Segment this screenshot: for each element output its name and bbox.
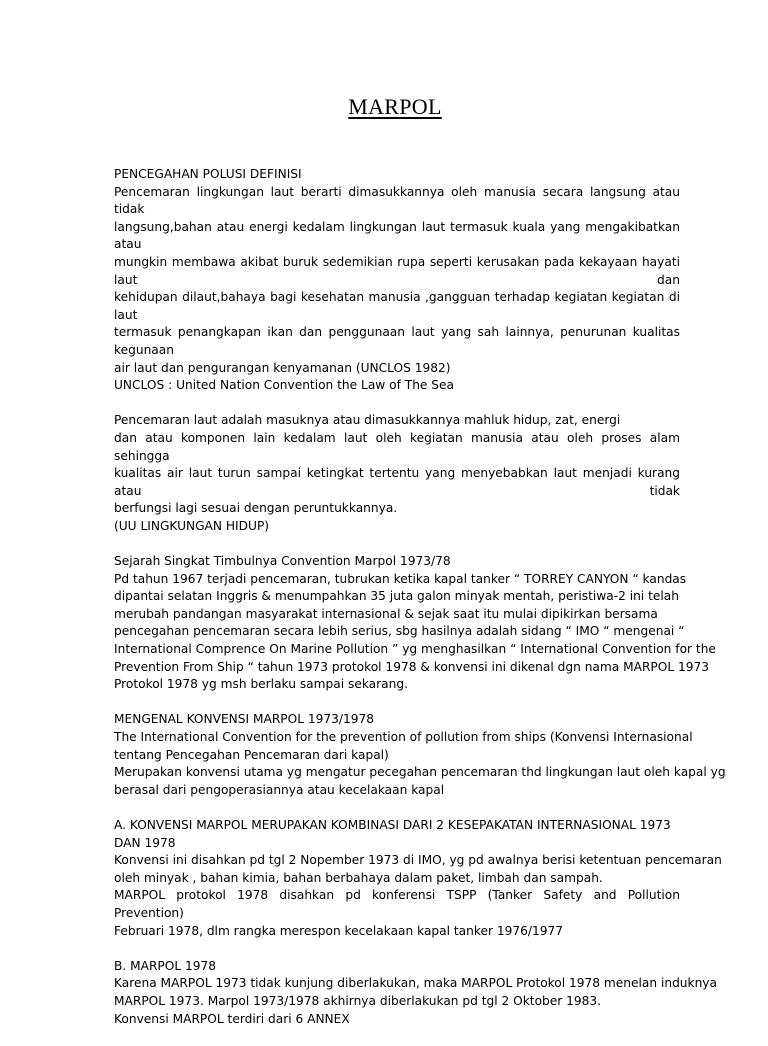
text-line: MENGENAL KONVENSI MARPOL 1973/1978 (114, 712, 375, 727)
text-line: Konvensi MARPOL terdiri dari 6 ANNEX (114, 1011, 350, 1026)
text-line: Pencemaran laut adalah masuknya atau dimasukkannya mahluk hidup, zat, energi (114, 413, 621, 428)
text-line: Prevention From Ship “ tahun 1973 protokol 1978 & konvensi ini dikenal dgn nama MARPOL 1973 (114, 659, 710, 674)
text-line: UNCLOS : United Nation Convention the Law of The Sea (114, 378, 454, 393)
text-line: Pencemaran lingkungan laut berarti dimasukkannya oleh manusia secara langsung atau tidak (114, 184, 680, 217)
text-line: Pd tahun 1967 terjadi pencemaran, tubrukan ketika kapal tanker “ TORREY CANYON “ kandas (114, 571, 687, 586)
text-line: termasuk penangkapan ikan dan penggunaan laut yang sah lainnya, penurunan kualitas kegunaan (114, 325, 680, 357)
text-line: pencegahan pencemaran secara lebih serius, sbg hasilnya adalah sidang “ IMO “ mengenai “ (114, 624, 685, 639)
paragraph (114, 166, 680, 395)
text-line: MARPOL 1973. Marpol 1973/1978 akhirnya diberlakukan pd tgl 2 Oktober 1983. (114, 993, 602, 1008)
paragraph (114, 817, 722, 940)
text-line: PENCEGAHAN POLUSI DEFINISI (114, 167, 302, 181)
text-line: Protokol 1978 yg msh berlaku sampai sekarang. (114, 677, 408, 692)
text-line: Konvensi ini disahkan pd tgl 2 Nopember 1973 di IMO, yg pd awalnya berisi ketentuan pencemaran (114, 853, 722, 868)
paragraph (114, 958, 717, 1028)
text-line: dipantai selatan Inggris & menumpahkan 35 juta galon minyak mentah, peristiwa-2 ini telah (114, 589, 679, 604)
text-line: dan atau komponen lain kedalam laut oleh kegiatan manusia atau oleh proses alam sehingga (114, 430, 680, 463)
text-line: Februari 1978, dlm rangka merespon kecelakaan kapal tanker 1976/1977 (114, 923, 564, 938)
document-body (114, 166, 726, 1046)
text-line: The International Convention for the prevention of pollution from ships (Konvensi Internasional (114, 730, 693, 744)
text-line: (UU LINGKUNGAN HIDUP) (114, 518, 270, 533)
text-line: Sejarah Singkat Timbulnya Convention Marpol 1973/78 (114, 554, 451, 569)
text-line: oleh minyak , bahan kimia, bahan berbahaya dalam paket, limbah dan sampah. (114, 870, 603, 885)
text-line: B. MARPOL 1978 (114, 958, 217, 973)
text-line: MARPOL protokol 1978 disahkan pd konferensi TSPP (Tanker Safety and Pollution Prevention) (114, 888, 680, 920)
text-line: DAN 1978 (114, 835, 176, 850)
text-line: langsung,bahan atau energi kedalam lingkungan laut termasuk kuala yang mengakibatkan atau (114, 219, 680, 252)
text-line: berfungsi lagi sesuai dengan peruntukkannya. (114, 501, 398, 516)
text-line: International Comprence On Marine Pollution ” yg menghasilkan “ International Convention for the (114, 642, 716, 657)
text-line: berasal dari pengoperasiannya atau kecelakaan kapal (114, 782, 445, 797)
text-line: A. KONVENSI MARPOL MERUPAKAN KOMBINASI DARI 2 KESEPAKATAN INTERNASIONAL 1973 (114, 817, 671, 832)
text-line: Merupakan konvensi utama yg mengatur pecegahan pencemaran thd lingkungan laut oleh kapal yg (114, 765, 726, 780)
document-title: MARPOL (348, 94, 442, 119)
text-line: kehidupan dilaut,bahaya bagi kesehatan manusia ,gangguan terhadap kegiatan kegiatan di laut (114, 290, 680, 322)
paragraph (114, 553, 716, 694)
text-line: tentang Pencegahan Pencemaran dari kapal) (114, 747, 389, 762)
paragraph (114, 711, 726, 799)
paragraph (114, 412, 680, 535)
text-line: mungkin membawa akibat buruk sedemikian rupa seperti kerusakan pada kekayaan hayati laut dan (114, 254, 680, 287)
text-line: merubah pandangan masyarakat internasional & sejak saat itu mulai dipikirkan bersama (114, 606, 658, 621)
text-line: kualitas air laut turun sampai ketingkat tertentu yang menyebabkan laut menjadi kurang atau tidak (114, 466, 680, 498)
text-line: Karena MARPOL 1973 tidak kunjung diberlakukan, maka MARPOL Protokol 1978 menelan induknya (114, 976, 717, 991)
text-line: air laut dan pengurangan kenyamanan (UNCLOS 1982) (114, 360, 451, 375)
